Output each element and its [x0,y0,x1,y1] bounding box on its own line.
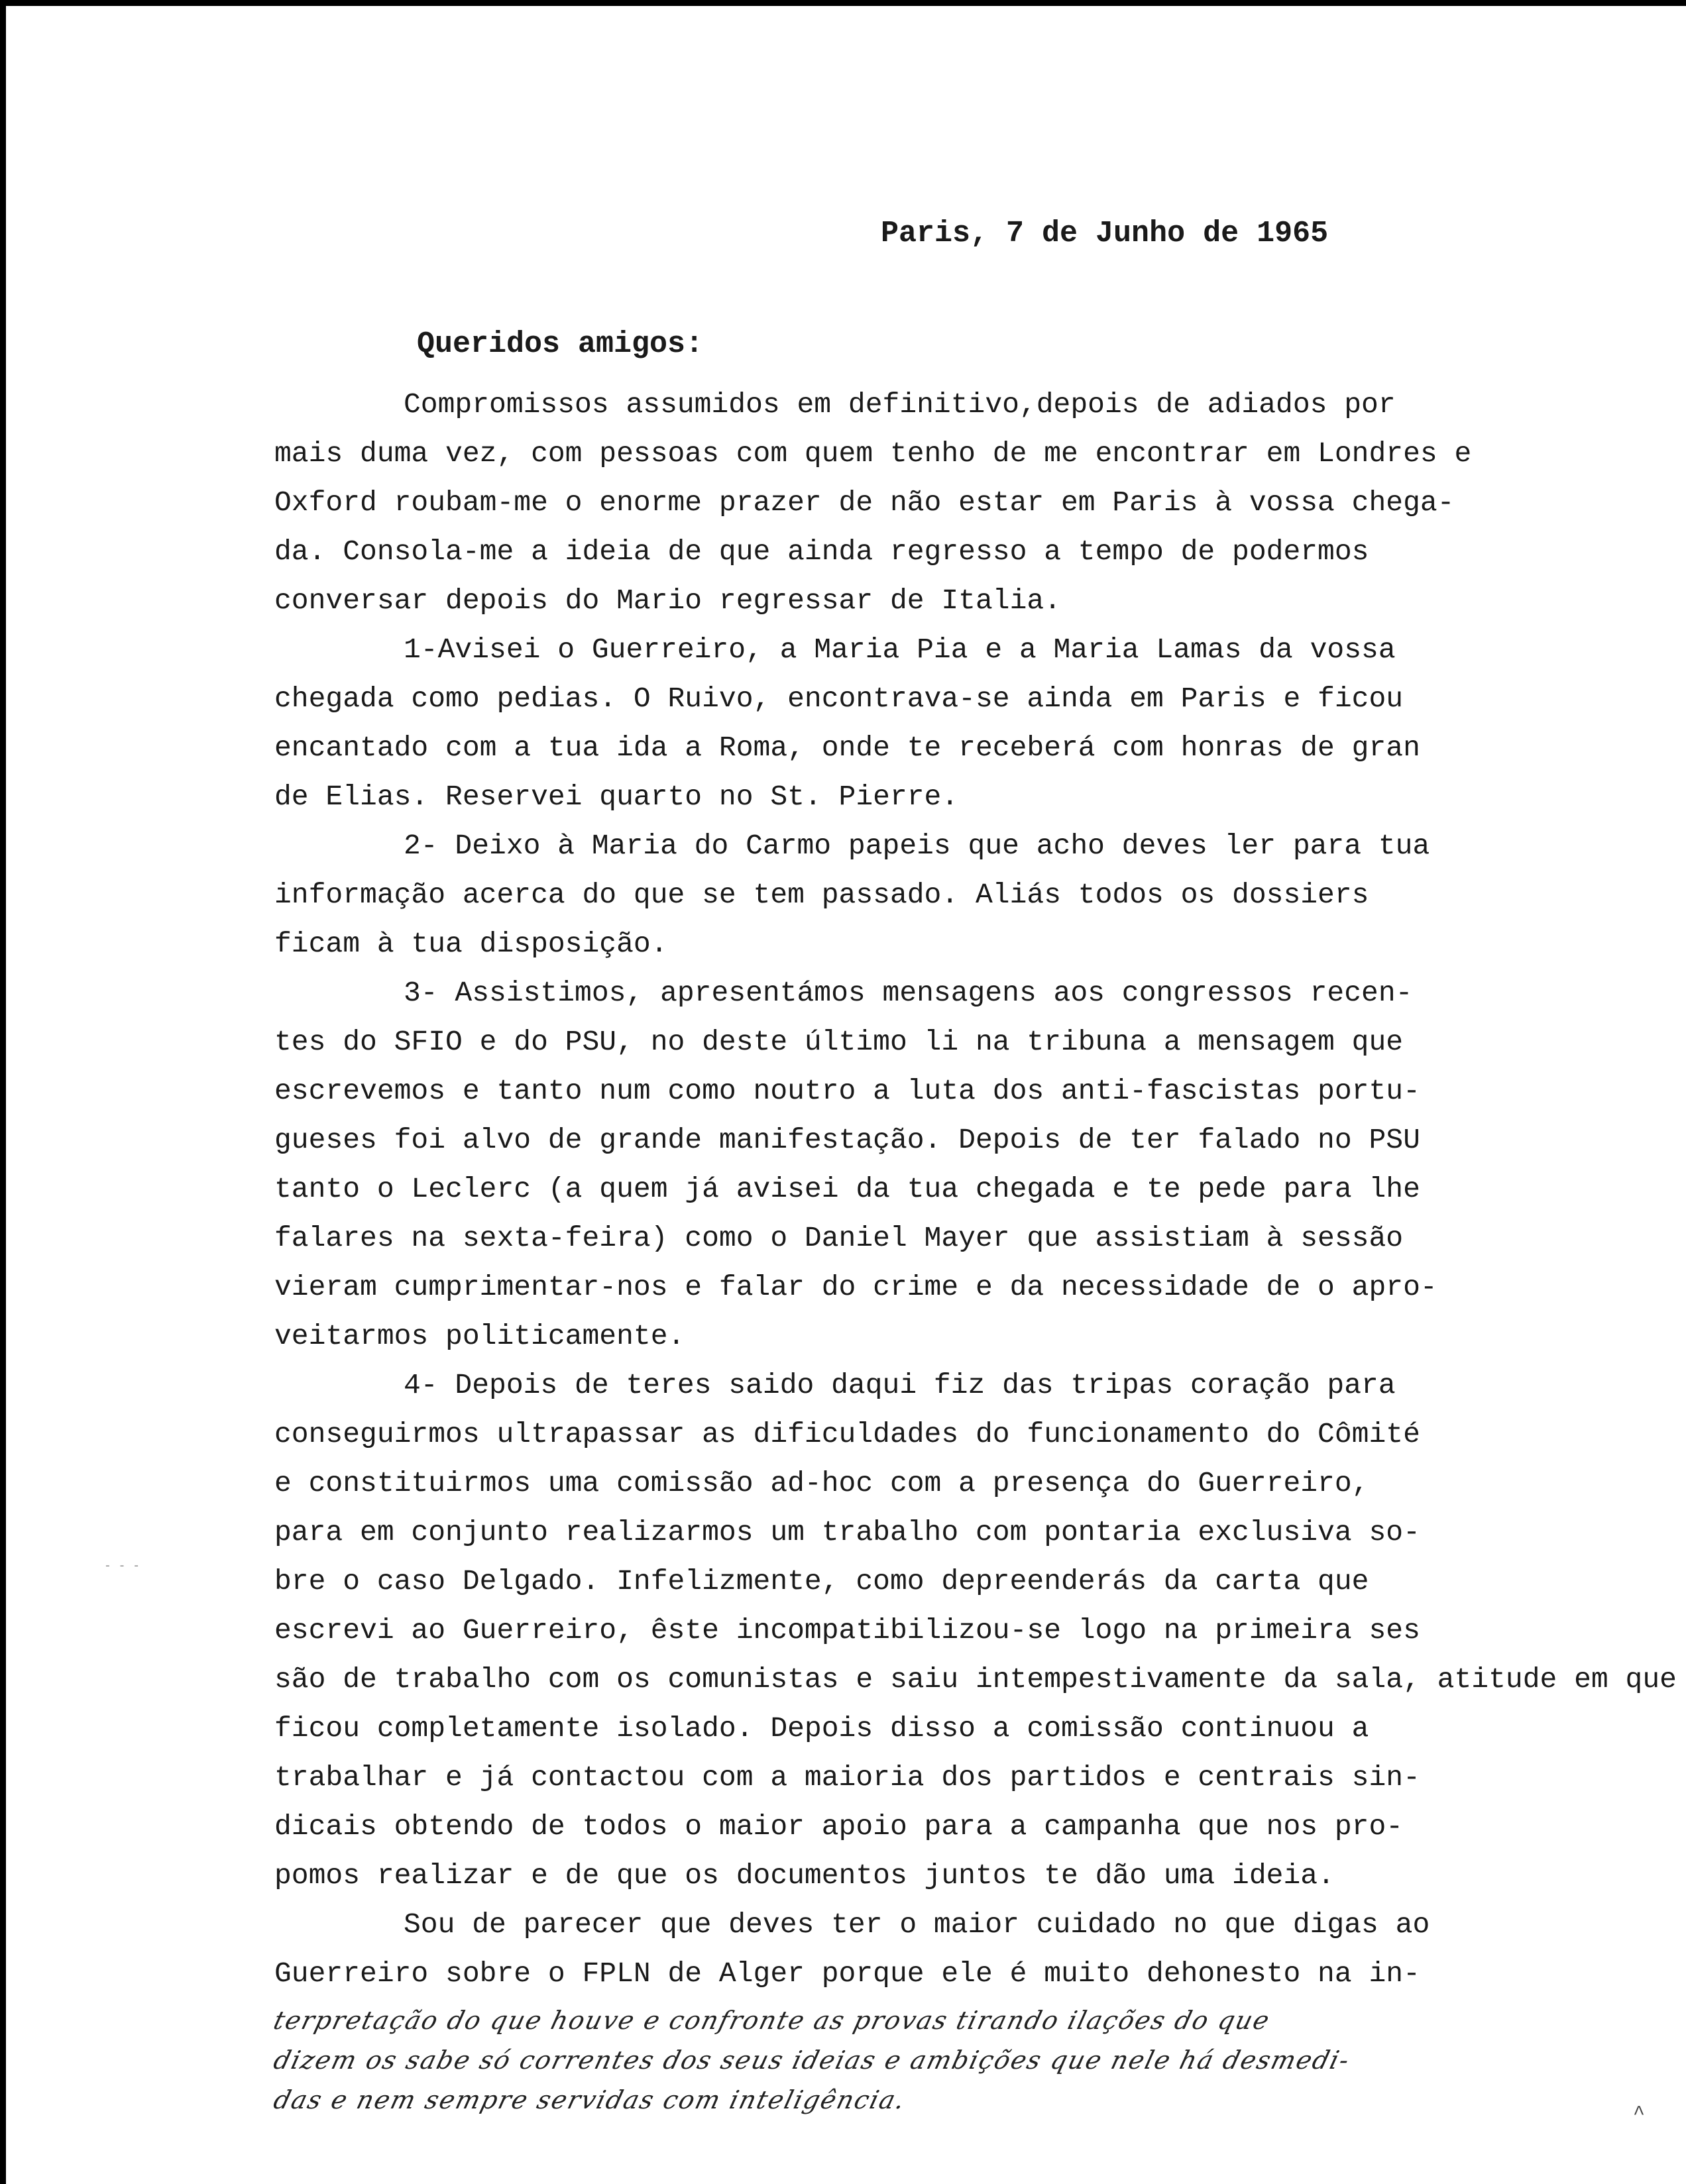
body-line: gueses foi alvo de grande manifestação. Depois de ter falado no PSU [274,1124,1420,1156]
body-line: chegada como pedias. O Ruivo, encontrava-se ainda em Paris e ficou [274,682,1404,715]
body-line: vieram cumprimentar-nos e falar do crime e da necessidade de o apro- [274,1271,1437,1303]
body-line: Compromissos assumidos em definitivo,depois de adiados por [404,388,1396,421]
body-line: tes do SFIO e do PSU, no deste último li na tribuna a mensagem que [274,1026,1404,1058]
body-line: falares na sexta-feira) como o Daniel Mayer que assistiam à sessão [274,1222,1404,1254]
body-line: trabalhar e já contactou com a maioria dos partidos e centrais sin- [274,1761,1420,1794]
body-line: Sou de parecer que deves ter o maior cuidado no que digas ao [404,1908,1430,1941]
body-line: 2- Deixo à Maria do Carmo papeis que acho deves ler para tua [404,830,1430,862]
body-line: Guerreiro sobre o FPLN de Alger porque ele é muito dehonesto na in- [274,1957,1420,1990]
body-line: dicais obtendo de todos o maior apoio para a campanha que nos pro- [274,1810,1404,1843]
handwritten-line: terpretação do que houve e confronte as provas tirando ilações do que [270,2006,1274,2035]
body-line: são de trabalho com os comunistas e saiu intempestivamente da sala, atitude em que [274,1663,1677,1696]
body-line: encantado com a tua ida a Roma, onde te receberá com honras de gran [274,732,1420,764]
letter-date: Paris, 7 de Junho de 1965 [881,217,1329,250]
handwritten-note [270,2000,1653,2120]
body-line: conseguirmos ultrapassar as dificuldades do funcionamento do Cômité [274,1418,1420,1450]
letter-body [274,380,1677,1998]
body-line: mais duma vez, com pessoas com quem tenho de me encontrar em Londres e [274,437,1472,470]
body-line: bre o caso Delgado. Infelizmente, como depreenderás da carta que [274,1565,1369,1598]
body-line: escrevi ao Guerreiro, êste incompatibilizou-se logo na primeira ses [274,1614,1420,1647]
body-line: escrevemos e tanto num como noutro a luta dos anti-fascistas portu- [274,1075,1420,1107]
margin-mark: - - - [104,1560,140,1573]
body-line: e constituirmos uma comissão ad-hoc com a presença do Guerreiro, [274,1467,1369,1500]
body-line: conversar depois do Mario regressar de Italia. [274,584,1061,617]
body-line: veitarmos politicamente. [274,1320,685,1352]
body-line: da. Consola-me a ideia de que ainda regresso a tempo de podermos [274,535,1369,568]
body-line: informação acerca do que se tem passado. Aliás todos os dossiers [274,879,1369,911]
body-line: ficou completamente isolado. Depois disso a comissão continuou a [274,1712,1369,1745]
letter-salutation: Queridos amigos: [417,327,704,361]
body-line: 4- Depois de teres saido daqui fiz das tripas coração para [404,1369,1396,1401]
handwritten-line: dizem os sabe só correntes dos seus ideias e ambições que nele há desmedi- [270,2046,1353,2075]
body-line: de Elias. Reservei quarto no St. Pierre. [274,781,959,813]
page-edge-mark: ^ [1633,2103,1646,2126]
body-line: pomos realizar e de que os documentos juntos te dão uma ideia. [274,1859,1335,1892]
body-line: 1-Avisei o Guerreiro, a Maria Pia e a Maria Lamas da vossa [404,633,1396,666]
body-line: tanto o Leclerc (a quem já avisei da tua chegada e te pede para lhe [274,1173,1420,1205]
body-line: 3- Assistimos, apresentámos mensagens aos congressos recen- [404,977,1413,1009]
handwritten-line: das e nem sempre servidas com inteligência. [270,2085,909,2114]
body-line: para em conjunto realizarmos um trabalho com pontaria exclusiva so- [274,1516,1420,1549]
body-line: ficam à tua disposição. [274,928,668,960]
body-line: Oxford roubam-me o enorme prazer de não estar em Paris à vossa chega- [274,486,1455,519]
